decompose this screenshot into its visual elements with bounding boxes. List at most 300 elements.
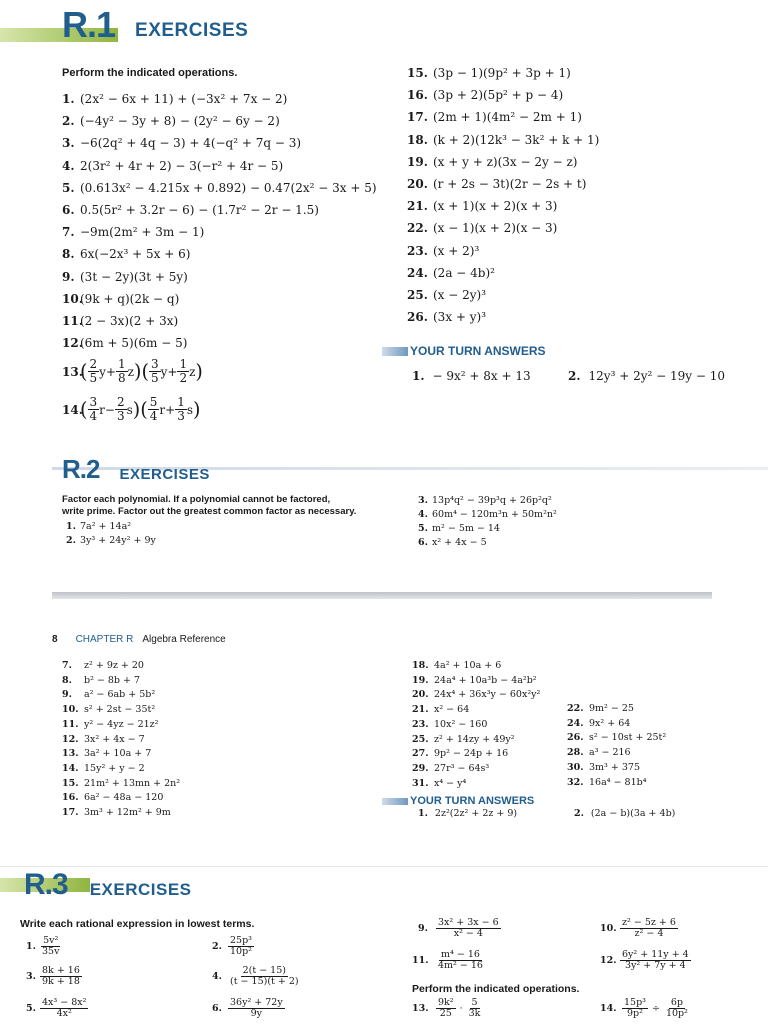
exercise-number: 5. bbox=[26, 1003, 36, 1015]
answer-number: 1. bbox=[418, 808, 428, 819]
exercise-number: 23. bbox=[412, 718, 429, 730]
exercise-text: x⁴ − y⁴ bbox=[434, 777, 467, 789]
exercise-item bbox=[407, 177, 586, 191]
exercise-item bbox=[62, 270, 188, 284]
exercise-text: (3p − 1)(9p² + 3p + 1) bbox=[433, 66, 571, 80]
instructions: Write each rational expression in lowest terms. bbox=[20, 918, 255, 930]
exercise-item bbox=[62, 748, 151, 759]
exercise-number: 12. bbox=[62, 336, 83, 351]
exercise-number: 13. bbox=[412, 1003, 429, 1015]
denominator: 5 bbox=[89, 371, 98, 386]
exercise-text: 0.5(5r² + 3.2r − 6) − (1.7r² − 2r − 1.5) bbox=[80, 203, 319, 217]
denominator: 25 bbox=[439, 1008, 452, 1020]
exercise-number: 5. bbox=[62, 180, 75, 195]
numerator: 2 bbox=[116, 395, 125, 409]
your-turn-bar bbox=[382, 798, 408, 805]
numerator: 36y² + 72y bbox=[230, 997, 283, 1008]
exercise-text: a³ − 216 bbox=[589, 747, 631, 759]
exercise-text: 24x⁴ + 36x³y − 60x²y² bbox=[434, 689, 541, 701]
exercise-text: −6(2q² + 4q − 3) + 4(−q² + 7q − 3) bbox=[80, 136, 302, 151]
section-r2 bbox=[0, 455, 768, 585]
exercise-item bbox=[62, 719, 159, 730]
exercise-text: 10x² − 160 bbox=[434, 718, 488, 730]
fraction bbox=[40, 998, 88, 1020]
exercise-number: 1. bbox=[26, 941, 36, 953]
answer-number: 2. bbox=[574, 808, 584, 819]
exercise-item bbox=[212, 936, 254, 958]
running-header bbox=[52, 634, 226, 645]
exercise-number: 12. bbox=[62, 733, 79, 745]
exercise-item bbox=[62, 763, 145, 774]
exercise-text: 6x(−2x³ + 5x + 6) bbox=[80, 247, 191, 262]
exercise-number: 17. bbox=[62, 807, 79, 818]
denominator: 5 bbox=[150, 371, 159, 386]
denominator: (t − 15)(t + 2) bbox=[230, 976, 299, 988]
exercise-text: (0.613x² − 4.215x + 0.892) − 0.47(2x² − 3x + 5) bbox=[80, 180, 377, 195]
section-separator bbox=[0, 866, 768, 867]
exercise-number: 10. bbox=[62, 704, 79, 716]
exercise-text: a² − 6ab + 5b² bbox=[84, 689, 156, 701]
exercise-text: 27r³ − 64s³ bbox=[434, 762, 490, 774]
fraction bbox=[228, 966, 301, 988]
rational-exercises bbox=[0, 868, 768, 1024]
exercise-text: b² − 8b + 7 bbox=[84, 674, 141, 686]
page-divider bbox=[52, 592, 712, 599]
exercise-item bbox=[66, 521, 131, 532]
denominator: 3y² + 7y + 4 bbox=[625, 960, 686, 972]
denominator: 3 bbox=[116, 409, 125, 424]
exercise-number: 25. bbox=[407, 288, 428, 302]
numerator: 6y² + 11y + 4 bbox=[622, 949, 689, 960]
exercise-item bbox=[418, 523, 500, 534]
exercise-number: 14. bbox=[62, 402, 83, 417]
exercise-item bbox=[407, 66, 571, 80]
answer-text: 12y³ + 2y² − 19y − 10 bbox=[588, 369, 725, 383]
exercise-text: 24a⁴ + 10a³b − 4a²b² bbox=[434, 674, 537, 686]
answer-text: (2a − b)(3a + 4b) bbox=[590, 808, 676, 819]
exercise-number: 18. bbox=[412, 660, 429, 671]
exercise-text: 21m² + 13mn + 2n² bbox=[84, 777, 181, 789]
your-turn-answers-heading bbox=[382, 795, 534, 807]
exercise-item bbox=[412, 689, 540, 700]
exercise-text: z² + 9z + 20 bbox=[84, 660, 144, 671]
variable: r bbox=[99, 402, 105, 417]
exercise-text: 60m⁴ − 120m³n + 50m²n² bbox=[432, 509, 557, 520]
denominator: 9y bbox=[250, 1008, 263, 1020]
exercise-item bbox=[26, 936, 61, 958]
numerator: 25p³ bbox=[230, 935, 252, 946]
exercise-item bbox=[418, 509, 557, 520]
exercise-number: 14. bbox=[600, 1003, 617, 1015]
instruction-line: write prime. Factor out the greatest common factor as necessary. bbox=[62, 506, 357, 517]
fraction bbox=[436, 998, 456, 1020]
fraction bbox=[116, 358, 128, 385]
numerator: 1 bbox=[179, 357, 188, 371]
exercise-text: (x − 1)(x + 2)(x − 3) bbox=[433, 221, 558, 236]
paren-close: ) bbox=[132, 398, 141, 422]
exercise-item bbox=[407, 266, 495, 280]
exercise-text: 3m³ + 375 bbox=[589, 761, 640, 773]
numerator: 3 bbox=[150, 357, 159, 371]
fraction bbox=[40, 936, 61, 958]
exercise-item bbox=[62, 792, 163, 803]
fraction bbox=[88, 358, 100, 385]
exercise-item bbox=[62, 181, 377, 195]
exercise-item bbox=[62, 203, 319, 217]
exercise-text: (9k + q)(2k − q) bbox=[80, 291, 180, 306]
numerator: 5 bbox=[149, 395, 158, 409]
numerator: 2 bbox=[89, 357, 98, 371]
exercise-item bbox=[412, 660, 501, 671]
exercise-item bbox=[600, 950, 691, 972]
variable: y bbox=[99, 364, 106, 379]
section-header bbox=[62, 455, 210, 485]
exercise-text: 3a² + 10a + 7 bbox=[84, 748, 152, 760]
numerator: 3 bbox=[89, 395, 98, 409]
variable: s bbox=[186, 402, 194, 417]
paren-close: ) bbox=[193, 398, 201, 422]
exercise-item bbox=[407, 310, 486, 324]
exercise-number: 29. bbox=[412, 762, 429, 774]
exercise-item bbox=[62, 247, 190, 261]
exercise-number: 13. bbox=[62, 748, 79, 760]
exercise-number: 10. bbox=[62, 291, 83, 306]
exercise-item bbox=[62, 225, 204, 239]
exercise-number: 19. bbox=[412, 674, 429, 686]
exercise-text: (2a − 4b)² bbox=[433, 265, 495, 280]
fraction bbox=[436, 950, 485, 972]
exercise-number: 19. bbox=[407, 154, 428, 169]
paren-close: ) bbox=[195, 360, 203, 384]
exercise-number: 21. bbox=[407, 199, 428, 214]
exercise-item bbox=[418, 918, 501, 940]
exercise-number: 23. bbox=[407, 243, 428, 258]
exercise-number: 8. bbox=[62, 247, 75, 262]
exercise-number: 2. bbox=[212, 941, 222, 953]
answer-text: 2z²(2z² + 2z + 9) bbox=[434, 808, 518, 819]
denominator: 3 bbox=[177, 409, 185, 424]
exercise-item bbox=[412, 998, 482, 1020]
numerator: 8k + 16 bbox=[42, 965, 80, 976]
numerator: z² − 5z + 6 bbox=[622, 917, 676, 928]
operator: · bbox=[459, 1003, 463, 1015]
paren-open: ( bbox=[80, 398, 88, 422]
exercise-number: 16. bbox=[62, 792, 79, 804]
section-r1 bbox=[0, 0, 768, 455]
denominator: 10p² bbox=[665, 1008, 688, 1020]
paren-close: ) bbox=[133, 360, 142, 384]
exercise-number: 20. bbox=[412, 689, 429, 701]
exercise-number: 17. bbox=[407, 110, 428, 125]
exercise-item bbox=[407, 155, 577, 169]
denominator: 4m² − 16 bbox=[438, 960, 483, 972]
section-r3 bbox=[0, 868, 768, 1024]
fraction bbox=[467, 998, 483, 1020]
exercise-item bbox=[62, 159, 283, 173]
fraction bbox=[620, 918, 678, 940]
exercise-text: 2(3r² + 4r + 2) − 3(−r² + 4r − 5) bbox=[80, 158, 284, 173]
exercise-number: 31. bbox=[412, 777, 429, 789]
exercise-item bbox=[62, 314, 178, 328]
exercise-number: 9. bbox=[418, 923, 428, 935]
exercise-item bbox=[600, 998, 690, 1020]
operator: + bbox=[165, 402, 176, 417]
section-title: EXERCISES bbox=[135, 20, 249, 41]
numerator: m⁴ − 16 bbox=[441, 949, 480, 960]
exercise-item bbox=[212, 966, 301, 988]
section-header bbox=[62, 2, 248, 46]
exercise-number: 4. bbox=[62, 158, 75, 173]
exercise-item bbox=[407, 110, 582, 124]
exercise-item bbox=[62, 396, 201, 423]
exercise-number: 15. bbox=[62, 777, 79, 789]
your-turn-bar bbox=[382, 347, 408, 356]
exercise-text: (k + 2)(12k³ − 3k² + k + 1) bbox=[433, 132, 600, 147]
denominator: 4 bbox=[89, 409, 98, 424]
exercise-number: 9. bbox=[62, 689, 72, 701]
exercise-text: x² − 64 bbox=[434, 704, 470, 716]
exercise-item bbox=[62, 675, 140, 686]
exercise-item bbox=[62, 734, 145, 745]
exercise-number: 26. bbox=[407, 310, 428, 325]
answer-number: 2. bbox=[568, 369, 581, 383]
operator: + bbox=[105, 364, 116, 379]
exercise-number: 6. bbox=[212, 1003, 222, 1015]
exercise-number: 3. bbox=[26, 971, 36, 983]
exercise-number: 1. bbox=[66, 521, 76, 532]
exercise-number: 7. bbox=[62, 225, 75, 240]
instructions bbox=[62, 494, 356, 518]
exercise-item bbox=[418, 495, 552, 506]
numerator: 1 bbox=[177, 395, 185, 409]
exercise-text: z² + 14zy + 49y² bbox=[434, 733, 515, 745]
exercise-item bbox=[412, 748, 508, 759]
operator: − bbox=[104, 402, 115, 417]
exercise-number: 2. bbox=[62, 114, 75, 129]
exercise-number: 14. bbox=[62, 762, 79, 774]
exercise-item bbox=[412, 734, 515, 745]
exercise-item bbox=[212, 998, 285, 1020]
exercise-text: (2m + 1)(4m² − 2m + 1) bbox=[433, 110, 582, 125]
section-number: R.1 bbox=[62, 4, 116, 45]
variable: z bbox=[127, 364, 134, 379]
exercise-text: s² − 10st + 25t² bbox=[589, 732, 667, 744]
section-number: R.3 bbox=[24, 868, 68, 901]
exercise-number: 26. bbox=[567, 732, 584, 744]
exercise-number: 30. bbox=[567, 761, 584, 773]
fraction bbox=[228, 936, 254, 958]
fraction bbox=[436, 918, 501, 940]
exercise-text: 9p² − 24p + 16 bbox=[434, 748, 509, 760]
exercise-text: 3y³ + 24y² + 9y bbox=[80, 535, 156, 546]
exercise-number: 11. bbox=[62, 718, 79, 730]
exercise-item bbox=[412, 675, 537, 686]
exercise-item bbox=[407, 288, 486, 302]
denominator: 8 bbox=[117, 371, 126, 386]
chapter-label: CHAPTER R bbox=[75, 634, 134, 645]
your-turn-answers-heading bbox=[382, 344, 546, 358]
exercise-item bbox=[412, 950, 485, 972]
exercise-text: 15y² + y − 2 bbox=[84, 762, 145, 774]
exercise-number: 1. bbox=[62, 92, 75, 106]
exercise-item bbox=[418, 537, 487, 548]
exercise-number: 7. bbox=[62, 660, 72, 671]
exercise-item bbox=[62, 778, 180, 789]
exercise-number: 10. bbox=[600, 923, 617, 935]
exercise-number: 11. bbox=[62, 314, 83, 328]
paren-open: ( bbox=[140, 398, 148, 422]
variable: r bbox=[159, 402, 166, 417]
exercise-number: 12. bbox=[600, 955, 617, 967]
exercise-text: 3m³ + 12m² + 9m bbox=[84, 807, 171, 818]
exercise-number: 24. bbox=[407, 265, 428, 280]
exercise-item bbox=[62, 807, 171, 818]
numerator: 1 bbox=[117, 357, 126, 371]
exercise-number: 3. bbox=[62, 136, 75, 151]
numerator: 6p bbox=[670, 997, 684, 1008]
fraction bbox=[148, 396, 160, 423]
exercise-number: 22. bbox=[407, 221, 428, 236]
exercise-text: (6m + 5)(6m − 5) bbox=[80, 336, 188, 351]
denominator: 10p² bbox=[230, 946, 252, 958]
exercise-item bbox=[62, 292, 179, 306]
paren-open: ( bbox=[141, 360, 149, 384]
exercise-item bbox=[600, 918, 678, 940]
exercise-text: (3p + 2)(5p² + p − 4) bbox=[433, 88, 564, 103]
exercise-number: 16. bbox=[407, 88, 428, 103]
exercise-text: 13p⁴q² − 39p³q + 26p²q² bbox=[432, 495, 552, 506]
exercise-text: (2x² − 6x + 11) + (−3x² + 7x − 2) bbox=[80, 92, 288, 106]
your-turn-label: YOUR TURN ANSWERS bbox=[410, 344, 546, 358]
exercise-number: 9. bbox=[62, 269, 75, 284]
variable: y bbox=[160, 364, 168, 379]
exercise-text: m² − 5m − 14 bbox=[432, 523, 500, 534]
exercise-text: 7a² + 14a² bbox=[80, 521, 132, 532]
exercise-number: 6. bbox=[418, 537, 428, 548]
answer-number: 1. bbox=[412, 369, 425, 383]
exercise-number: 28. bbox=[567, 747, 584, 759]
exercise-item bbox=[567, 703, 634, 714]
denominator: 35v bbox=[42, 946, 60, 958]
exercise-text: (2 − 3x)(2 + 3x) bbox=[80, 314, 179, 328]
exercise-text: s² + 2st − 35t² bbox=[84, 704, 156, 716]
answer-text: − 9x² + 8x + 13 bbox=[432, 369, 531, 383]
numerator: 3x² + 3x − 6 bbox=[438, 917, 499, 928]
denominator: 2 bbox=[179, 371, 188, 386]
chapter-title: Algebra Reference bbox=[142, 634, 226, 645]
section-page8 bbox=[0, 628, 768, 868]
exercise-text: (r + 2s − 3t)(2r − 2s + t) bbox=[433, 177, 587, 191]
fraction bbox=[622, 998, 648, 1020]
exercise-number: 4. bbox=[212, 971, 222, 983]
exercise-text: 4a² + 10a + 6 bbox=[434, 660, 502, 671]
exercise-number: 6. bbox=[62, 203, 75, 217]
exercise-item bbox=[66, 535, 156, 546]
exercise-text: (3t − 2y)(3t + 5y) bbox=[80, 269, 188, 284]
fraction bbox=[88, 396, 100, 423]
exercise-number: 4. bbox=[418, 509, 428, 520]
section-title: EXERCISES bbox=[89, 880, 192, 899]
exercise-item bbox=[62, 704, 155, 715]
denominator: x² − 4 bbox=[453, 928, 483, 940]
exercise-text: 3x² + 4x − 7 bbox=[84, 733, 145, 745]
instructions: Perform the indicated operations. bbox=[62, 67, 238, 79]
exercise-text: 9x² + 64 bbox=[589, 717, 631, 729]
exercise-item bbox=[62, 689, 155, 700]
exercise-text: (3x + y)³ bbox=[433, 310, 487, 325]
exercise-item bbox=[567, 747, 631, 758]
numerator: 9k² bbox=[438, 997, 454, 1008]
exercise-item bbox=[407, 199, 557, 213]
exercise-number: 11. bbox=[412, 955, 429, 967]
section-title: EXERCISES bbox=[119, 466, 210, 483]
exercise-item bbox=[407, 244, 479, 258]
exercise-item bbox=[62, 660, 144, 671]
exercise-item bbox=[62, 92, 287, 106]
exercise-item bbox=[567, 762, 640, 773]
fraction bbox=[115, 396, 127, 423]
exercise-item bbox=[26, 998, 88, 1020]
fraction bbox=[228, 998, 285, 1020]
exercise-item bbox=[62, 114, 280, 128]
exercise-item bbox=[26, 966, 82, 988]
exercise-item bbox=[567, 718, 630, 729]
denominator: 9p² bbox=[627, 1008, 643, 1020]
paren-open: ( bbox=[80, 360, 88, 384]
variable: z bbox=[189, 364, 196, 379]
denominator: 3k bbox=[468, 1008, 481, 1020]
exercise-text: 6a² − 48a − 120 bbox=[84, 792, 164, 804]
exercise-item bbox=[412, 719, 487, 730]
exercise-number: 2. bbox=[66, 535, 76, 546]
your-turn-label: YOUR TURN ANSWERS bbox=[410, 795, 535, 807]
exercise-text: (−4y² − 3y + 8) − (2y² − 6y − 2) bbox=[80, 114, 280, 129]
exercise-number: 8. bbox=[62, 674, 72, 686]
exercise-item bbox=[412, 778, 466, 789]
fraction bbox=[664, 998, 690, 1020]
exercise-text: (x + y + z)(3x − 2y − z) bbox=[433, 154, 578, 169]
exercise-text: y² − 4yz − 21z² bbox=[84, 718, 159, 730]
exercise-item bbox=[567, 777, 647, 788]
numerator: 5 bbox=[471, 997, 478, 1008]
exercise-number: 13. bbox=[62, 364, 83, 379]
exercise-number: 24. bbox=[567, 717, 584, 729]
exercise-number: 22. bbox=[567, 703, 584, 714]
exercise-text: 16a⁴ − 81b⁴ bbox=[589, 776, 647, 788]
exercise-number: 25. bbox=[412, 733, 429, 745]
numerator: 4x³ − 8x² bbox=[42, 997, 87, 1008]
exercise-number: 27. bbox=[412, 748, 429, 760]
exercise-text: (x + 2)³ bbox=[433, 243, 480, 258]
exercise-item bbox=[412, 763, 489, 774]
fraction bbox=[177, 358, 189, 385]
instructions-2: Perform the indicated operations. bbox=[412, 983, 580, 995]
exercise-text: (x − 2y)³ bbox=[433, 288, 487, 302]
operator: ÷ bbox=[651, 1003, 660, 1015]
exercise-number: 15. bbox=[407, 66, 428, 80]
exercise-item bbox=[412, 704, 469, 715]
numerator: 2(t − 15) bbox=[242, 965, 286, 976]
exercise-number: 32. bbox=[567, 776, 584, 788]
exercise-number: 21. bbox=[412, 704, 429, 716]
exercise-number: 5. bbox=[418, 523, 428, 534]
exercise-item bbox=[407, 133, 599, 147]
exercise-text: x² + 4x − 5 bbox=[432, 537, 487, 548]
exercise-item bbox=[567, 732, 666, 743]
denominator: 9k + 18 bbox=[42, 976, 80, 988]
numerator: 5v² bbox=[43, 935, 59, 946]
exercise-item bbox=[62, 358, 203, 385]
